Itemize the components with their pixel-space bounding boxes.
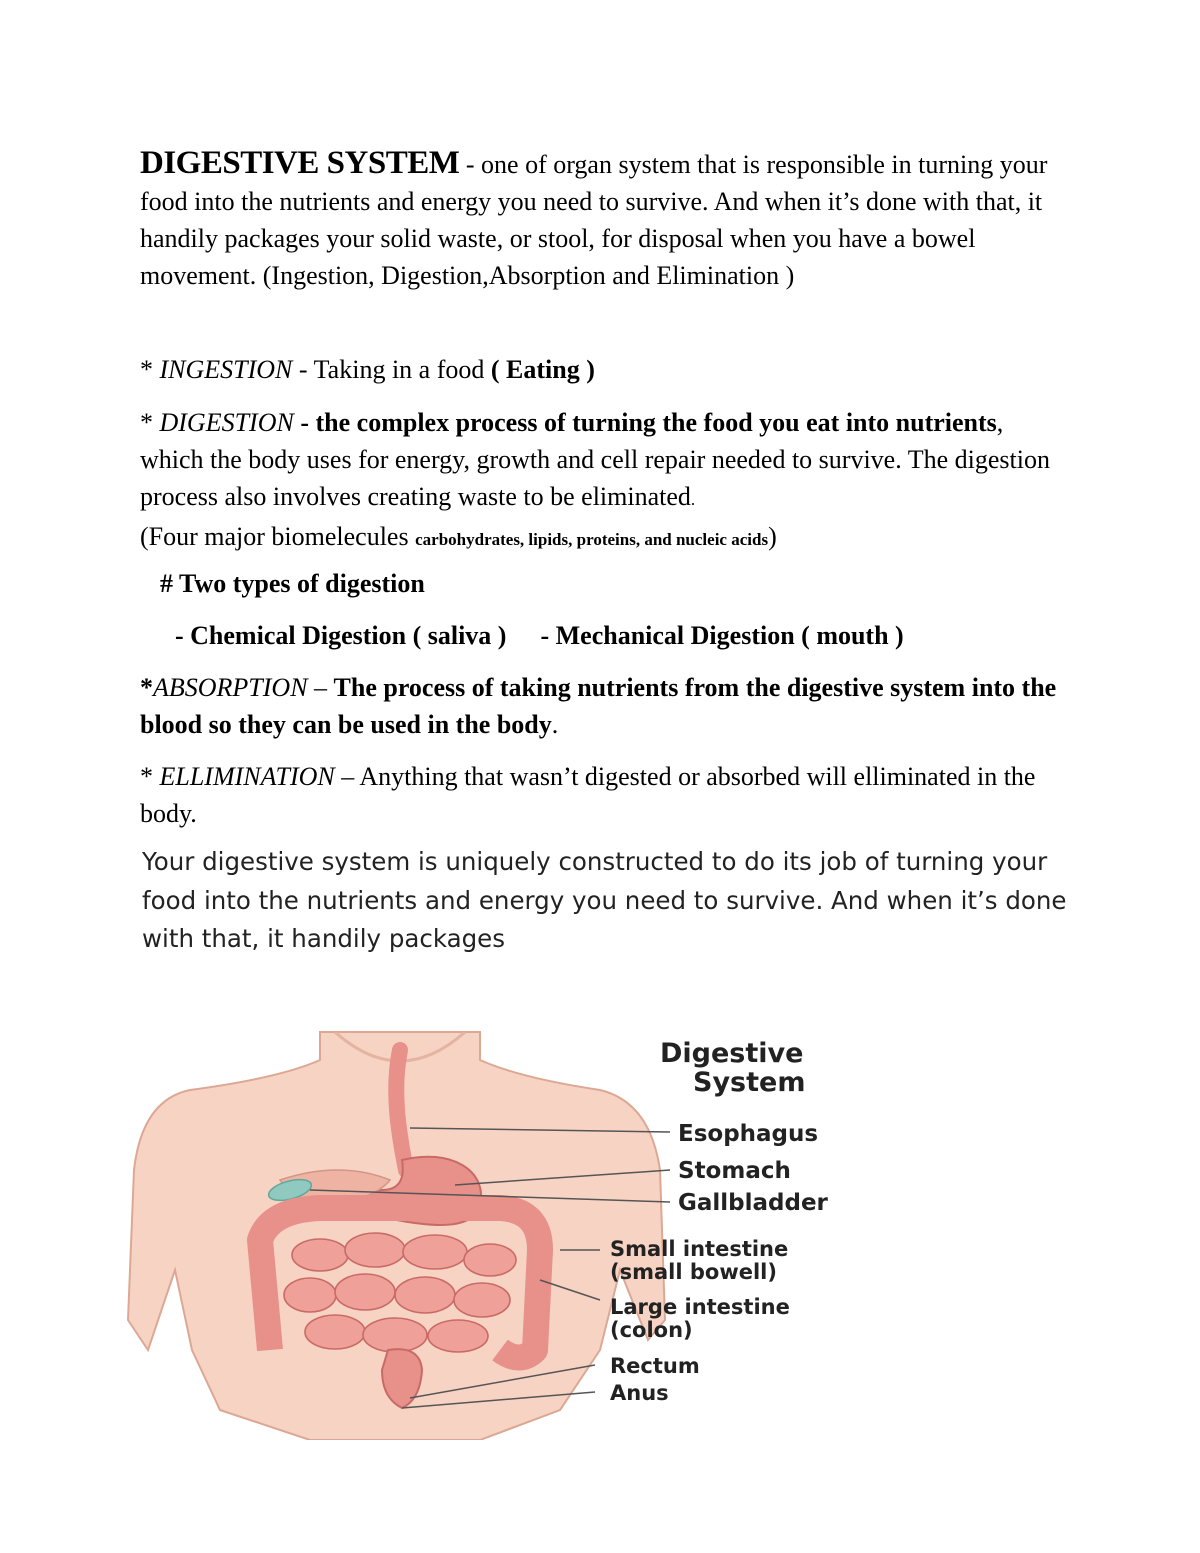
bullet-marker: *	[140, 673, 153, 702]
ingestion-term: INGESTION	[159, 355, 293, 384]
biomolecules-list: carbohydrates, lipids, proteins, and nucleic acids	[415, 530, 769, 549]
chemical-digestion: - Chemical Digestion ( saliva )	[175, 621, 507, 650]
digestion-bold-text: the complex process of turning the food you eat into nutrients	[315, 408, 997, 437]
page-title: DIGESTIVE SYSTEM	[140, 145, 460, 181]
bullet-marker: *	[140, 355, 160, 384]
elimination-paragraph	[140, 758, 1070, 832]
separator: -	[293, 408, 316, 437]
label-anus: Anus	[610, 1381, 669, 1405]
label-stomach: Stomach	[678, 1158, 791, 1184]
period: .	[690, 490, 696, 509]
elimination-text: Anything that wasn’t digested or absorbed will elliminated in the body.	[140, 762, 1036, 828]
label-small-intestine: Small intestine	[610, 1237, 789, 1261]
period: .	[551, 710, 559, 739]
diagram-title-line2: System	[693, 1067, 806, 1098]
digestion-types-heading: # Two types of digestion	[160, 569, 425, 598]
elimination-term: ELLIMINATION	[159, 762, 335, 791]
small-intestine-illustration	[284, 1233, 516, 1352]
mechanical-digestion: - Mechanical Digestion ( mouth )	[540, 621, 904, 650]
intro-dash: -	[459, 150, 482, 179]
ingestion-text: Taking in a food	[313, 355, 491, 384]
paren-close: )	[768, 522, 777, 551]
biomolecules-intro: (Four major biomelecules	[140, 522, 416, 551]
absorption-paragraph	[140, 669, 1070, 743]
label-colon: (colon)	[610, 1318, 693, 1342]
ingestion-emphasis: ( Eating )	[490, 355, 595, 384]
bullet-marker: *	[140, 762, 160, 791]
label-esophagus: Esophagus	[678, 1121, 819, 1147]
digestion-term: DIGESTION	[159, 408, 294, 437]
digestion-paragraph	[140, 404, 1070, 558]
bullet-marker: *	[140, 408, 160, 437]
absorption-term: ABSORPTION	[153, 673, 308, 702]
digestion-types-list	[175, 617, 1105, 654]
digestive-system-illustration	[120, 1020, 960, 1440]
ingestion-paragraph	[140, 351, 1070, 388]
separator: –	[307, 673, 334, 702]
label-large-intestine: Large intestine	[610, 1295, 790, 1319]
separator: –	[334, 762, 360, 791]
intro-text: one of organ system that is responsible in turning your food into the nutrients and energy you need to survive. And when it’s done with that, it handily packages your solid waste, or stool, for disposal when you have a bowel movement. (Ingestion, Digestion,Absorption and Elimination )	[140, 150, 1048, 290]
separator: -	[292, 355, 314, 384]
digestion-text: , which the body uses for energy, growth and cell repair needed to survive. The digestion process also involves creating waste to be eliminated	[140, 408, 1050, 511]
closing-paragraph: Your digestive system is uniquely constructed to do its job of turning your food into the nutrients and energy you need to survive. And when it’s done with that, it handily packages	[142, 847, 1067, 953]
label-rectum: Rectum	[610, 1354, 700, 1378]
esophagus-illustration	[396, 1050, 406, 1170]
absorption-bold-text: The process of taking nutrients from the digestive system into the blood so they can be used in the body	[140, 673, 1057, 739]
label-small-bowel: (small bowell)	[610, 1260, 777, 1284]
intro-paragraph	[140, 145, 1070, 294]
diagram-title-line1: Digestive	[660, 1038, 804, 1069]
label-gallbladder: Gallbladder	[678, 1190, 828, 1216]
